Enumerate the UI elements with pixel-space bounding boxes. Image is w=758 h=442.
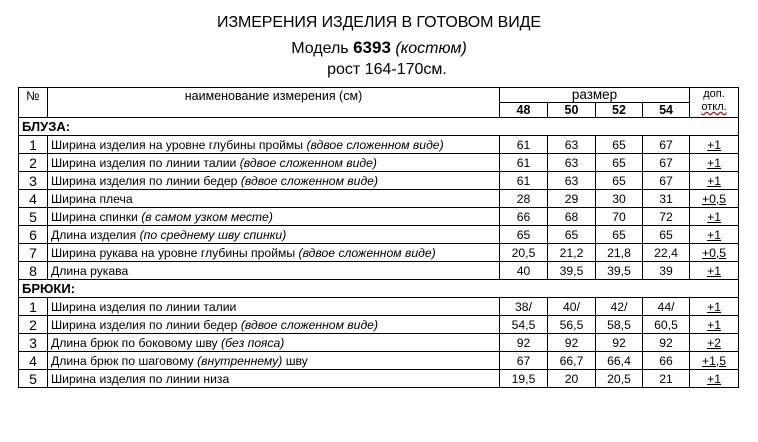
row-number: 1 <box>19 298 48 316</box>
size-value: 61 <box>500 172 548 190</box>
tolerance-cell <box>690 136 739 154</box>
measurement-label: Длина рукава <box>51 263 129 278</box>
size-value: 63 <box>548 136 596 154</box>
measurement-name <box>48 190 500 208</box>
measurement-label: Ширина изделия по линии талии <box>51 155 237 170</box>
size-value: 72 <box>643 208 690 226</box>
tolerance-cell <box>690 298 739 316</box>
measurements-table <box>18 87 739 388</box>
measurement-note: (вдвое сложенном виде) <box>240 317 379 332</box>
size-value: 65 <box>596 136 643 154</box>
size-value: 21 <box>643 370 690 388</box>
tolerance-value: +1,5 <box>702 353 727 368</box>
tolerance-value: +0,5 <box>702 191 727 206</box>
tolerance-value: +1 <box>707 263 721 278</box>
tolerance-cell <box>690 244 739 262</box>
size-value: 65 <box>548 226 596 244</box>
tolerance-cell <box>690 262 739 280</box>
measurement-name <box>48 136 500 154</box>
measurement-note: (внутреннему) <box>197 353 283 368</box>
size-value: 38/ <box>500 298 548 316</box>
size-value: 31 <box>643 190 690 208</box>
measurement-name <box>48 370 500 388</box>
size-value: 40/ <box>548 298 596 316</box>
size-value: 61 <box>500 136 548 154</box>
tolerance-value: +1 <box>707 317 721 332</box>
size-value: 28 <box>500 190 548 208</box>
tolerance-value: +1 <box>707 173 721 188</box>
measurement-name <box>48 154 500 172</box>
size-value: 67 <box>643 172 690 190</box>
size-value: 65 <box>596 154 643 172</box>
page-title: ИЗМЕРЕНИЯ ИЗДЕЛИЯ В ГОТОВОМ ВИДЕ <box>217 14 541 31</box>
size-value: 63 <box>548 172 596 190</box>
table-row <box>19 334 739 352</box>
table-row <box>19 370 739 388</box>
size-value: 92 <box>548 334 596 352</box>
size-value: 19,5 <box>500 370 548 388</box>
size-value: 92 <box>500 334 548 352</box>
measurement-suffix: шву <box>285 353 308 368</box>
tolerance-value: +2 <box>707 335 721 350</box>
size-value: 60,5 <box>643 316 690 334</box>
table-row <box>19 154 739 172</box>
row-number: 4 <box>19 352 48 370</box>
size-value: 22,4 <box>643 244 690 262</box>
size-value: 61 <box>500 154 548 172</box>
size-value: 66,7 <box>548 352 596 370</box>
measurement-note: (вдвое сложенном виде) <box>298 245 436 260</box>
tolerance-cell <box>690 190 739 208</box>
size-value: 54,5 <box>500 316 548 334</box>
row-number: 6 <box>19 226 48 244</box>
section-row <box>19 118 739 136</box>
measurement-note: (в самом узком месте) <box>141 209 273 224</box>
col-header-tolerance <box>690 88 739 118</box>
size-value: 58,5 <box>596 316 643 334</box>
size-value: 67 <box>643 154 690 172</box>
size-value: 63 <box>548 154 596 172</box>
size-value: 66 <box>500 208 548 226</box>
size-value: 30 <box>596 190 643 208</box>
measurement-label: Ширина спинки <box>51 209 138 224</box>
tolerance-value: +1 <box>707 227 721 242</box>
size-value: 42/ <box>596 298 643 316</box>
table-row <box>19 136 739 154</box>
measurement-note: (вдвое сложенном виде) <box>240 173 379 188</box>
tolerance-cell <box>690 208 739 226</box>
row-number: 4 <box>19 190 48 208</box>
size-value: 68 <box>548 208 596 226</box>
size-value: 66 <box>643 352 690 370</box>
measurement-label: Ширина изделия по линии талии <box>51 299 237 314</box>
height-range: рост 164-170см. <box>327 61 447 78</box>
measurement-name <box>48 352 500 370</box>
table-row <box>19 352 739 370</box>
size-value: 44/ <box>643 298 690 316</box>
measurement-label: Ширина изделия по линии бедер <box>51 317 238 332</box>
model-line <box>0 38 758 58</box>
size-value: 56,5 <box>548 316 596 334</box>
table-header-row <box>19 88 739 103</box>
table-row <box>19 298 739 316</box>
col-header-size: размер <box>500 88 690 103</box>
row-number: 3 <box>19 172 48 190</box>
tolerance-cell <box>690 226 739 244</box>
section-title: БЛУЗА: <box>19 118 739 136</box>
size-value: 67 <box>500 352 548 370</box>
tolerance-cell <box>690 316 739 334</box>
model-number: 6393 <box>353 38 391 57</box>
measurement-label: Длина изделия <box>51 227 137 242</box>
measurement-note: (без пояса) <box>221 335 285 350</box>
section-row <box>19 280 739 298</box>
measurement-name <box>48 226 500 244</box>
size-value: 29 <box>548 190 596 208</box>
row-number: 2 <box>19 154 48 172</box>
tolerance-cell <box>690 154 739 172</box>
measurement-label: Ширина изделия по линии низа <box>51 371 230 386</box>
tolerance-value: +1 <box>707 371 721 386</box>
size-value: 92 <box>643 334 690 352</box>
size-value: 70 <box>596 208 643 226</box>
table-row <box>19 244 739 262</box>
measurement-note: (по среднему шву спинки) <box>139 227 287 242</box>
size-value: 20,5 <box>596 370 643 388</box>
tolerance-cell <box>690 334 739 352</box>
row-number: 2 <box>19 316 48 334</box>
size-value: 40 <box>500 262 548 280</box>
size-value: 66,4 <box>596 352 643 370</box>
tolerance-value: +1 <box>707 155 721 170</box>
table-row <box>19 262 739 280</box>
measurement-label: Ширина рукава на уровне глубины проймы <box>51 245 296 260</box>
measurement-name <box>48 334 500 352</box>
tolerance-cell <box>690 370 739 388</box>
tolerance-value: +1 <box>707 209 721 224</box>
size-48: 48 <box>500 103 548 118</box>
measurement-note: (вдвое сложенном виде) <box>239 155 377 170</box>
tolerance-cell <box>690 172 739 190</box>
measurement-label: Длина брюк по шаговому <box>51 353 194 368</box>
measurement-name <box>48 244 500 262</box>
table-row <box>19 172 739 190</box>
tolerance-value: +1 <box>707 299 721 314</box>
size-54: 54 <box>643 103 690 118</box>
size-50: 50 <box>548 103 596 118</box>
measurement-name <box>48 208 500 226</box>
size-value: 65 <box>596 172 643 190</box>
row-number: 3 <box>19 334 48 352</box>
tolerance-label-2: откл. <box>701 101 727 113</box>
measurement-label: Ширина изделия по линии бедер <box>51 173 238 188</box>
measurement-name <box>48 262 500 280</box>
size-value: 65 <box>500 226 548 244</box>
measurement-label: Ширина плеча <box>51 191 133 206</box>
table-row <box>19 226 739 244</box>
tolerance-value: +1 <box>707 137 721 152</box>
table-row <box>19 208 739 226</box>
col-header-no: № <box>19 88 48 118</box>
row-number: 1 <box>19 136 48 154</box>
row-number: 7 <box>19 244 48 262</box>
tolerance-label-1: доп. <box>703 88 725 100</box>
table-row <box>19 190 739 208</box>
measurement-label: Ширина изделия на уровне глубины проймы <box>51 137 304 152</box>
measurement-name <box>48 316 500 334</box>
measurement-label: Длина брюк по боковому шву <box>51 335 218 350</box>
measurement-name <box>48 298 500 316</box>
section-title: БРЮКИ: <box>19 280 739 298</box>
row-number: 5 <box>19 208 48 226</box>
table-row <box>19 316 739 334</box>
size-value: 21,8 <box>596 244 643 262</box>
size-value: 39,5 <box>548 262 596 280</box>
col-header-name: наименование измерения (см) <box>48 88 500 118</box>
size-value: 39,5 <box>596 262 643 280</box>
size-value: 65 <box>643 226 690 244</box>
model-label: Модель <box>291 40 349 57</box>
size-52: 52 <box>596 103 643 118</box>
tolerance-value: +0,5 <box>702 245 727 260</box>
size-value: 39 <box>643 262 690 280</box>
size-value: 65 <box>596 226 643 244</box>
size-value: 20,5 <box>500 244 548 262</box>
size-value: 67 <box>643 136 690 154</box>
size-value: 20 <box>548 370 596 388</box>
measurement-name <box>48 172 500 190</box>
model-type: (костюм) <box>395 40 467 57</box>
size-value: 92 <box>596 334 643 352</box>
row-number: 5 <box>19 370 48 388</box>
size-value: 21,2 <box>548 244 596 262</box>
row-number: 8 <box>19 262 48 280</box>
measurement-note: (вдвое сложенном виде) <box>306 137 444 152</box>
tolerance-cell <box>690 352 739 370</box>
